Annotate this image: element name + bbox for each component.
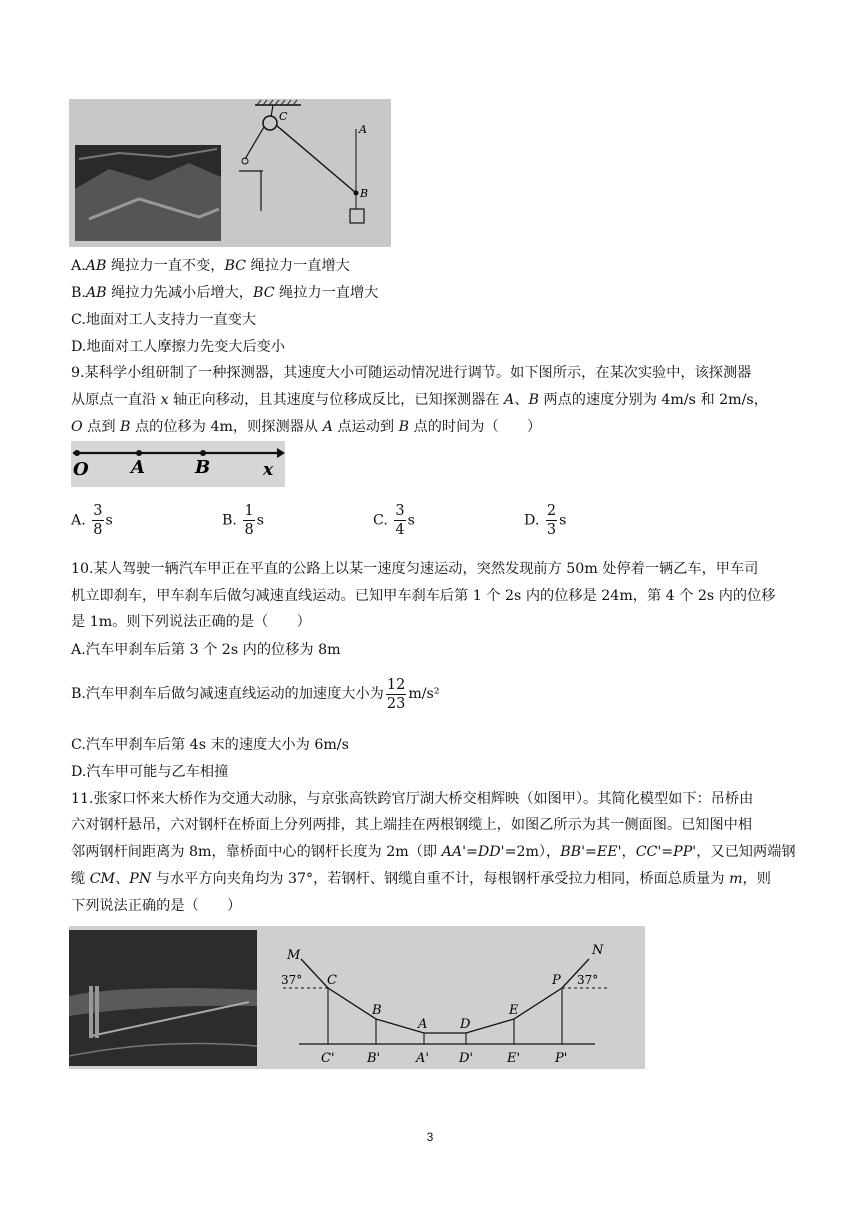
label-p-prime: P' bbox=[555, 1051, 568, 1066]
q11-line3e: ， bbox=[621, 844, 636, 860]
q11-line3f: CC'=PP' bbox=[635, 844, 697, 860]
q9-line2f: B bbox=[528, 392, 539, 408]
q9-option-d-unit: s bbox=[559, 512, 567, 529]
q11-line2: 六对钢杆悬吊，六对钢杆在桥面上分列两排，其上端挂在两根钢缆上，如图乙所示为其一侧面图。已知图中相 bbox=[71, 817, 753, 833]
angle-left: 37° bbox=[281, 973, 303, 987]
q11-line3b: AA'=DD' bbox=[441, 844, 505, 860]
q8-figure bbox=[69, 99, 391, 247]
axis-label-x: x bbox=[263, 460, 274, 480]
q11-line4 bbox=[71, 870, 771, 888]
q9-option-d-num: 2 bbox=[546, 503, 557, 519]
label-a: A bbox=[359, 123, 367, 136]
q8-option-b-t2: 绳拉力先减小后增大， bbox=[106, 285, 253, 301]
label-d-prime: D' bbox=[459, 1051, 473, 1066]
q9-option-c-den: 4 bbox=[395, 522, 405, 538]
q8-option-a-t4: 绳拉力一直增大 bbox=[246, 258, 350, 274]
q9-axis-svg bbox=[71, 441, 285, 487]
q8-option-b-t3: BC bbox=[253, 285, 275, 301]
q10-option-b-num: 12 bbox=[386, 676, 406, 693]
axis-label-o: O bbox=[73, 459, 89, 480]
q9-option-d-fraction bbox=[546, 502, 557, 539]
pulley-c bbox=[263, 116, 277, 130]
q9-line3a: O bbox=[71, 419, 83, 435]
q9-option-a-unit: s bbox=[105, 512, 113, 529]
q9-line3c: B bbox=[120, 419, 131, 435]
q8-option-a-t3: BC bbox=[224, 258, 246, 274]
q9-line3d: 点的位移为 4m，则探测器从 bbox=[130, 419, 323, 435]
q9-line3e: A bbox=[322, 419, 333, 435]
q11-line1: 11.张家口怀来大桥作为交通大动脉，与京张高铁跨官厅湖大桥交相辉映（如图甲）。其简化模型如下：吊桥由 bbox=[71, 791, 754, 807]
label-e: E bbox=[509, 1003, 519, 1018]
q11-line3 bbox=[71, 843, 796, 861]
q11-line4g: ，则 bbox=[742, 871, 771, 887]
q11-line4a: 缆 bbox=[71, 871, 90, 887]
q8-option-a-t1: AB bbox=[85, 258, 107, 274]
label-d: D bbox=[460, 1017, 471, 1032]
label-m: M bbox=[287, 948, 301, 963]
q9-option-a bbox=[71, 502, 113, 539]
label-a: A bbox=[418, 1017, 428, 1032]
q10-option-b-unit: m/s² bbox=[408, 686, 440, 702]
q9-option-b-unit: s bbox=[256, 512, 264, 529]
cable bbox=[301, 959, 589, 1033]
q9-option-b-fraction bbox=[243, 502, 254, 539]
q8-option-a-prefix: A. bbox=[71, 258, 86, 274]
label-e-prime: E' bbox=[507, 1051, 521, 1066]
q11-figure bbox=[69, 926, 645, 1069]
label-n: N bbox=[592, 943, 604, 958]
q9-option-d-prefix: D. bbox=[524, 512, 540, 529]
q9-line2 bbox=[71, 391, 768, 409]
q8-option-b bbox=[71, 284, 378, 302]
q9-option-c-prefix: C. bbox=[373, 512, 388, 529]
axis-label-a: A bbox=[131, 457, 145, 478]
q10-option-c: C.汽车甲刹车后第 4s 末的速度大小为 6m/s bbox=[71, 737, 349, 753]
label-b: B bbox=[372, 1003, 382, 1018]
q9-option-c-fraction bbox=[394, 502, 405, 539]
q11-line3d: BB'=EE' bbox=[560, 844, 622, 860]
q11-line4e: 与水平方向夹角均为 37°，若钢杆、钢缆自重不计，每根钢杆承受拉力相同，桥面总质量为 bbox=[151, 871, 730, 887]
q11-line4d: PN bbox=[129, 871, 152, 887]
q9-line3h: 点的时间为（ ） bbox=[409, 419, 542, 435]
q10-option-b-den: 23 bbox=[386, 695, 406, 712]
q9-option-b-den: 8 bbox=[244, 522, 254, 538]
label-p: P bbox=[552, 973, 561, 988]
q9-line2e: 、 bbox=[514, 392, 529, 408]
label-c: C bbox=[327, 973, 337, 988]
q9-option-a-prefix: A. bbox=[71, 512, 86, 529]
q9-line2b: x bbox=[160, 392, 169, 408]
q10-line2: 机立即刹车，甲车刹车后做匀减速直线运动。已知甲车刹车后第 1 个 2s 内的位移是 24m，第 4 个 2s 内的位移 bbox=[71, 588, 776, 604]
q9-option-d bbox=[524, 502, 566, 539]
q9-line1: 9.某科学小组研制了一种探测器，其速度大小可随运动情况进行调节。如下图所示，在某次实验中，该探测器 bbox=[71, 365, 752, 381]
q9-option-b bbox=[222, 502, 264, 539]
q8-option-a-t2: 绳拉力一直不变， bbox=[106, 258, 225, 274]
q9-option-d-den: 3 bbox=[546, 522, 557, 538]
q8-option-c: C.地面对工人支持力一直变大 bbox=[71, 312, 257, 328]
label-c-prime: C' bbox=[321, 1051, 335, 1066]
page-number: 3 bbox=[426, 1130, 434, 1144]
q10-option-a: A.汽车甲刹车后第 3 个 2s 内的位移为 8m bbox=[71, 642, 341, 658]
q9-option-b-num: 1 bbox=[244, 503, 254, 519]
q8-option-d: D.地面对工人摩擦力先变大后变小 bbox=[71, 339, 286, 355]
q9-line3b: 点到 bbox=[82, 419, 121, 435]
q11-line3c: =2m）， bbox=[504, 844, 561, 860]
q9-option-c bbox=[373, 502, 415, 539]
q11-line4f: m bbox=[729, 871, 743, 887]
label-a-prime: A' bbox=[416, 1051, 429, 1066]
q11-line4c: 、 bbox=[115, 871, 130, 887]
q9-option-b-prefix: B. bbox=[222, 512, 237, 529]
label-b-prime: B' bbox=[367, 1051, 381, 1066]
q8-option-b-t1: AB bbox=[85, 285, 107, 301]
q11-line3a: 邻两钢杆间距离为 8m，靠桥面中心的钢杆长度为 2m（即 bbox=[71, 844, 442, 860]
q9-line2a: 从原点一直沿 bbox=[71, 392, 161, 408]
q9-line3f: 点运动到 bbox=[332, 419, 399, 435]
q9-axis-figure bbox=[71, 441, 285, 487]
weight-box bbox=[350, 209, 364, 223]
axis-label-b: B bbox=[195, 457, 211, 478]
q10-line1: 10.某人驾驶一辆汽车甲正在平直的公路上以某一速度匀速运动，突然发现前方 50m 处停着一辆乙车，甲车司 bbox=[71, 561, 759, 577]
q11-line3g: ，又已知两端钢 bbox=[696, 844, 796, 860]
q9-line2c: 轴正向移动，且其速度与位移成反比，已知探测器在 bbox=[168, 392, 504, 408]
q10-line3: 是 1m。则下列说法正确的是（ ） bbox=[71, 614, 311, 630]
q9-option-a-fraction bbox=[92, 502, 103, 539]
q9-option-a-num: 3 bbox=[93, 503, 103, 519]
q8-option-b-prefix: B. bbox=[71, 285, 86, 301]
q9-option-c-unit: s bbox=[407, 512, 415, 529]
q8-option-b-t4: 绳拉力一直增大 bbox=[274, 285, 379, 301]
q10-option-b bbox=[71, 674, 440, 714]
q9-line3g: B bbox=[398, 419, 410, 435]
label-c: C bbox=[279, 110, 288, 123]
q9-option-a-den: 8 bbox=[93, 522, 103, 538]
q9-line2g: 两点的速度分别为 4m/s 和 2m/s， bbox=[538, 392, 768, 408]
q10-option-d: D.汽车甲可能与乙车相撞 bbox=[71, 764, 229, 780]
angle-right: 37° bbox=[577, 973, 599, 987]
q9-option-c-num: 3 bbox=[395, 503, 405, 519]
q11-line5: 下列说法正确的是（ ） bbox=[71, 898, 242, 914]
q8-option-a bbox=[71, 257, 350, 275]
q11-line4b: CM bbox=[89, 871, 116, 887]
q11-figure-svg bbox=[69, 926, 645, 1069]
q9-line3 bbox=[71, 418, 541, 436]
q10-option-b-fraction bbox=[386, 676, 406, 713]
q10-option-b-text: B.汽车甲刹车后做匀减速直线运动的加速度大小为 bbox=[71, 686, 384, 702]
label-b: B bbox=[360, 187, 369, 200]
q8-figure-svg bbox=[69, 99, 391, 247]
q9-line2d: A bbox=[504, 392, 515, 408]
